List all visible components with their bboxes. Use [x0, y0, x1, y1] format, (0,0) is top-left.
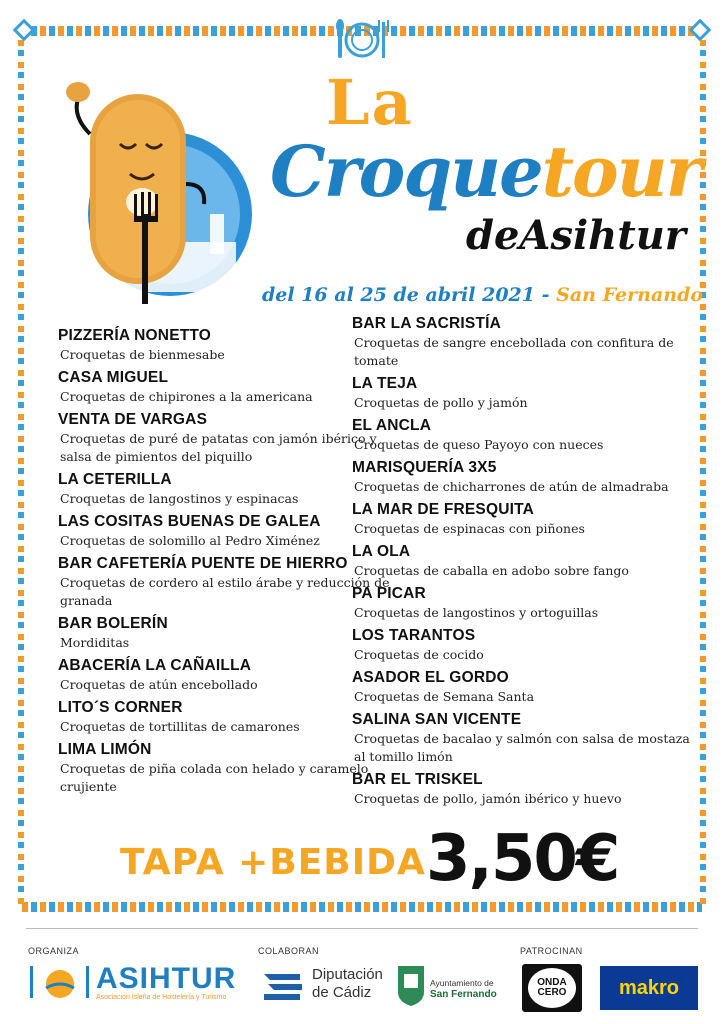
croqueta-description: Croquetas de puré de patatas con jamón ibérico y salsa de pimientos del piquillo: [60, 431, 377, 464]
restaurant-name: ASADOR EL GORDO: [352, 669, 509, 686]
restaurant-name: ABACERÍA LA CAÑAILLA: [58, 657, 252, 674]
onda-cero-badge: [528, 968, 576, 1008]
croqueta-description: Croquetas de langostinos y ortoguillas: [354, 605, 599, 620]
san-fernando-shield-icon: [396, 964, 426, 1006]
date-range: del 16 al 25 de abril 2021 -: [262, 284, 550, 306]
croqueta-description: Croquetas de pollo, jamón ibérico y huevo: [354, 791, 622, 806]
event-dates: [262, 284, 703, 306]
event-place: San Fernando: [556, 284, 704, 306]
croqueta-description: Mordiditas: [60, 635, 130, 650]
corner-diamond-icon: [689, 19, 712, 42]
corner-diamond-icon: [13, 19, 36, 42]
restaurant-name: BAR EL TRISKEL: [352, 771, 483, 788]
restaurant-name: LITO´S CORNER: [58, 699, 183, 716]
restaurant-name: VENTA DE VARGAS: [58, 411, 208, 428]
organiza-label: ORGANIZA: [28, 946, 80, 956]
croqueta-description: Croquetas de queso Payoyo con nueces: [354, 437, 604, 452]
restaurant-name: CASA MIGUEL: [58, 369, 169, 386]
restaurant-name: LA CETERILLA: [58, 471, 172, 488]
decorative-border-right: [700, 40, 706, 904]
restaurant-name: LAS COSITAS BUENAS DE GALEA: [58, 513, 321, 530]
title-croque: Croque: [270, 130, 542, 213]
restaurant-name: LA OLA: [352, 543, 411, 560]
restaurant-name: SALINA SAN VICENTE: [352, 711, 522, 728]
croqueta-description: Croquetas de tortillitas de camarones: [60, 719, 300, 734]
diputacion-line1: Diputación: [312, 966, 383, 983]
croqueta-description: Croquetas de piña colada con helado y caramelo crujiente: [60, 761, 369, 794]
croqueta-description: Croquetas de pollo y jamón: [354, 395, 528, 410]
offer-label: TAPA +BEBIDA: [120, 842, 426, 883]
croquette-mascot-illustration: [50, 74, 260, 314]
restaurant-name: BAR CAFETERÍA PUENTE DE HIERRO: [58, 555, 348, 572]
restaurant-list-left: [58, 326, 398, 800]
restaurant-name: MARISQUERÍA 3X5: [352, 459, 497, 476]
restaurant-name: LA MAR DE FRESQUITA: [352, 501, 535, 518]
croqueta-description: Croquetas de cordero al estilo árabe y reducción de granada: [60, 575, 390, 608]
croqueta-description: Croquetas de caballa en adobo sobre fango: [354, 563, 629, 578]
croqueta-description: Croquetas de espinacas con piñones: [354, 521, 585, 536]
footer-divider: [26, 928, 698, 929]
croqueta-description: Croquetas de chicharrones de atún de almadraba: [354, 479, 669, 494]
makro-logo: makro: [600, 966, 698, 1010]
croqueta-description: Croquetas de sangre encebollada con confitura de tomate: [354, 335, 674, 368]
cutlery-icon: [330, 16, 394, 62]
title-de-asihtur: deAsihtur: [466, 212, 686, 259]
croqueta-description: Croquetas de bacalao y salmón con salsa de mostaza al tomillo limón: [354, 731, 690, 764]
restaurant-name: EL ANCLA: [352, 417, 432, 434]
colaboran-label: COLABORAN: [258, 946, 320, 956]
diputacion-logo-text: [312, 966, 383, 1002]
san-fernando-logo-text: [430, 978, 497, 1000]
croqueta-description: Croquetas de chipirones a la americana: [60, 389, 313, 404]
restaurant-name: LOS TARANTOS: [352, 627, 476, 644]
croqueta-description: Croquetas de cocido: [354, 647, 484, 662]
decorative-border-bottom: [22, 902, 702, 912]
onda-cero-logo: [522, 964, 582, 1012]
title-tour: tour: [541, 130, 701, 213]
asihtur-logo-icon: [26, 962, 94, 1002]
sf-line1: Ayuntamiento de: [430, 978, 494, 988]
croqueta-description: Croquetas de solomillo al Pedro Ximénez: [60, 533, 320, 548]
onda-line2: CERO: [537, 987, 567, 998]
decorative-border-left: [18, 40, 24, 904]
restaurant-list-right: [352, 314, 692, 812]
diputacion-logo-icon: [262, 968, 306, 1002]
diputacion-line2: de Cádiz: [312, 984, 372, 1001]
title-la: La: [326, 66, 414, 139]
offer-price: 3,50€: [426, 822, 619, 896]
asihtur-logo-text: ASIHTUR: [96, 962, 237, 995]
sf-line2: San Fernando: [430, 989, 497, 1000]
onda-line1: ONDA: [537, 977, 567, 988]
title-croquetour: [270, 130, 700, 213]
croqueta-description: Croquetas de atún encebollado: [60, 677, 258, 692]
patrocinan-label: PATROCINAN: [520, 946, 583, 956]
restaurant-name: LIMA LIMÓN: [58, 741, 152, 758]
restaurant-name: BAR LA SACRISTÍA: [352, 315, 502, 332]
restaurant-name: BAR BOLERÍN: [58, 615, 168, 632]
croqueta-description: Croquetas de langostinos y espinacas: [60, 491, 299, 506]
croqueta-description: Croquetas de bienmesabe: [60, 347, 225, 362]
asihtur-subtitle: Asociación Isleña de Hostelería y Turismo: [96, 994, 227, 1001]
restaurant-name: PIZZERÍA NONETTO: [58, 327, 212, 344]
croqueta-description: Croquetas de Semana Santa: [354, 689, 535, 704]
restaurant-name: PA PICAR: [352, 585, 426, 602]
restaurant-name: LA TEJA: [352, 375, 418, 392]
